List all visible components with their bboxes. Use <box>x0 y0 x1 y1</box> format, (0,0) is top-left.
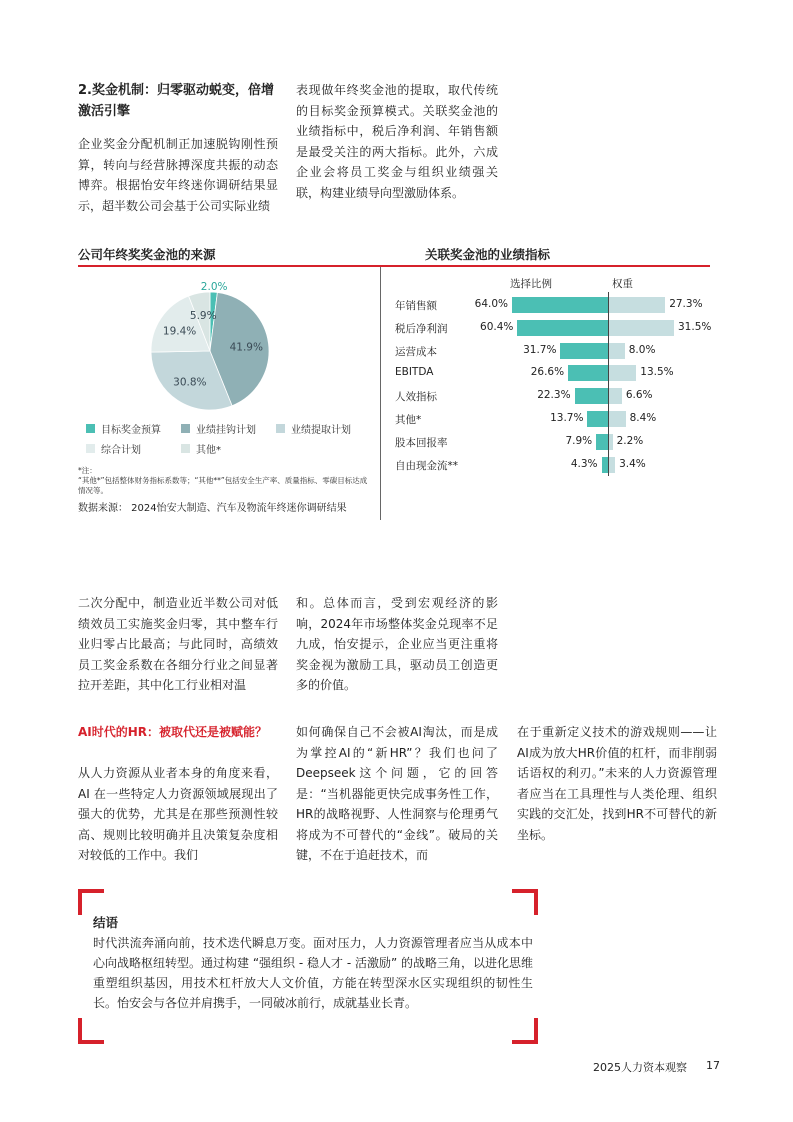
legend-label: 业绩挂钩计划 <box>196 425 256 436</box>
bar-category-label: 自由现金流** <box>395 459 458 472</box>
bar-col-header-left: 选择比例 <box>510 278 552 290</box>
ai-col2-text: 如何确保自己不会被AI淘汰，而是成为掌控AI的“新HR”？我们也问了Deepseek这个问题，它的回答是：“当机器能更快完成事务性工作，HR的战略视野、人性洞察与伦理勇气将成为不可替代的“金线”。破局的关键，不在于追赶技术，而 <box>296 725 498 862</box>
bar-selection-value: 13.7% <box>550 412 584 424</box>
ai-section-heading: AI时代的HR：被取代还是被赋能？ <box>78 725 268 739</box>
legend-swatch <box>86 444 95 453</box>
bar-selection-value: 60.4% <box>480 320 514 333</box>
legend-item-combined <box>86 441 141 456</box>
legend-label: 综合计划 <box>101 445 141 456</box>
chart-separator <box>380 267 381 520</box>
bracket-top-left-v <box>78 889 82 915</box>
pie-value-label: 5.9% <box>189 310 217 323</box>
bar-category-label: EBITDA <box>395 366 434 379</box>
legend-swatch <box>276 424 285 433</box>
bar-weight-value: 13.5% <box>640 366 674 379</box>
bar-weight <box>608 320 674 336</box>
bar-weight <box>608 297 665 313</box>
page-number: 17 <box>706 1059 720 1072</box>
bar-weight-value: 31.5% <box>678 320 712 333</box>
legend-label: 其他* <box>196 445 221 456</box>
bar-weight-value: 3.4% <box>619 457 646 470</box>
pie-value-label: 19.4% <box>162 325 197 338</box>
bar-axis-line <box>608 292 609 476</box>
bracket-bottom-right-v <box>534 1018 538 1044</box>
pie-chart-title: 公司年终奖奖金池的来源 <box>78 247 216 262</box>
bar-selection-rate <box>575 388 608 404</box>
chart-divider-rule <box>78 265 710 267</box>
ai-col3-text: 在于重新定义技术的游戏规则——让AI成为放大HR价值的杠杆，而非削弱话语权的利刃。”未来的人力资源管理者应当在工具理性与人类伦理、组织实践的交汇处，找到HR不可替代的新坐标。 <box>517 725 717 842</box>
mid-col1-text: 二次分配中，制造业近半数公司对低绩效员工实施奖金归零，其中整车行业归零占比最高；与此同时，高绩效员工奖金系数在各细分行业之间显著拉开差距，其中化工行业相对温 <box>78 596 278 692</box>
legend-item-linked <box>181 421 256 436</box>
legend-item-target <box>86 421 161 436</box>
bar-weight-value: 8.0% <box>628 343 656 356</box>
pie-chart <box>135 276 285 426</box>
note-marker: *注： <box>78 466 97 475</box>
bar-col-header-right: 权重 <box>612 278 633 290</box>
bar-weight-value: 8.4% <box>629 412 657 424</box>
bar-selection-rate <box>517 320 608 336</box>
legend-item-other <box>181 441 221 456</box>
conclusion-heading: 结语 <box>93 915 119 930</box>
bar-selection-value: 31.7% <box>523 343 557 356</box>
bracket-top-right-v <box>534 889 538 915</box>
pie-value-label: 2.0% <box>200 281 228 293</box>
pie-value-label: 41.9% <box>229 341 263 354</box>
legend-swatch <box>181 424 190 433</box>
bracket-bottom-left-v <box>78 1018 82 1044</box>
bar-selection-rate <box>587 411 608 427</box>
legend-swatch <box>181 444 190 453</box>
conclusion-text: 时代洪流奔涌向前，技术迭代瞬息万变。面对压力，人力资源管理者应当从成本中心向战略枢纽转型。通过构建 “强组织 - 稳人才 - 活激励” 的战略三角，以进化思维重塑组织基因，用技术杠杆放大人文价值，方能在转型深水区实现组织的韧性生长。怡安会与各位并肩携手，一同破冰前行，成就基业长青。 <box>93 936 533 1010</box>
section2-col2-text: 表现做年终奖金池的提取，取代传统的目标奖金预算模式。关联奖金池的业绩指标中，税后净利润、年销售额是最受关注的两大指标。此外，六成企业会将员工奖金与组织业绩强关联，构建业绩导向型激励体系。 <box>296 83 498 200</box>
data-source: 数据来源： 2024怡安大制造、汽车及物流年终迷你调研结果 <box>78 503 347 514</box>
pie-value-label: 30.8% <box>173 376 207 389</box>
bar-selection-value: 22.3% <box>537 389 571 402</box>
bar-selection-value: 7.9% <box>565 434 593 447</box>
bar-selection-value: 4.3% <box>570 457 598 470</box>
bar-weight-value: 6.6% <box>625 389 653 402</box>
bar-weight <box>608 457 615 473</box>
bar-weight <box>608 365 636 381</box>
bar-category-label: 股本回报率 <box>395 436 448 449</box>
legend-label: 业绩提取计划 <box>291 425 351 436</box>
bar-category-label: 人效指标 <box>395 391 437 404</box>
section-heading: 2.奖金机制：归零驱动蜕变，倍增激活引擎 <box>78 83 274 119</box>
bar-selection-rate <box>568 365 608 381</box>
legend-label: 目标奖金预算 <box>101 425 161 436</box>
ai-col1-text: 从人力资源从业者本身的角度来看，AI 在一些特定人力资源领域展现出了强大的优势，尤其是在那些预测性较高、规则比较明确并且决策复杂度相对较低的工作中。我们 <box>78 766 278 862</box>
footer-title: 2025人力资本观察 <box>593 1061 687 1074</box>
bar-category-label: 运营成本 <box>395 345 437 358</box>
legend-item-extract <box>276 421 351 436</box>
bar-selection-value: 64.0% <box>474 298 508 310</box>
chart-note <box>78 466 368 496</box>
bar-chart-title: 关联奖金池的业绩指标 <box>425 247 551 262</box>
note-text: “其他*”包括整体财务指标系数等；“其他**”包括安全生产率、质量指标、零碳目标达成情况等。 <box>78 476 368 495</box>
section2-col1-text: 企业奖金分配机制正加速脱钩刚性预算，转向与经营脉搏深度共振的动态博弈。根据怡安年终迷你调研结果显示，超半数公司会基于公司实际业绩 <box>78 137 278 213</box>
bar-category-label: 年销售额 <box>395 300 437 312</box>
bar-weight <box>608 343 625 359</box>
bar-selection-rate <box>596 434 608 450</box>
bar-weight-value: 27.3% <box>669 298 703 310</box>
bar-category-label: 其他* <box>395 414 422 426</box>
bar-weight-value: 2.2% <box>616 434 644 447</box>
legend-swatch <box>86 424 95 433</box>
bar-category-label: 税后净利润 <box>395 322 448 335</box>
bar-weight <box>608 388 622 404</box>
bar-selection-rate <box>512 297 608 313</box>
mid-col2-text: 和。总体而言，受到宏观经济的影响，2024年市场整体奖金兑现率不足九成，怡安提示，企业应当更注重将奖金视为激励工具，驱动员工创造更多的价值。 <box>296 596 498 692</box>
bar-selection-value: 26.6% <box>530 366 565 379</box>
bar-weight <box>608 411 626 427</box>
bar-selection-rate <box>560 343 608 359</box>
